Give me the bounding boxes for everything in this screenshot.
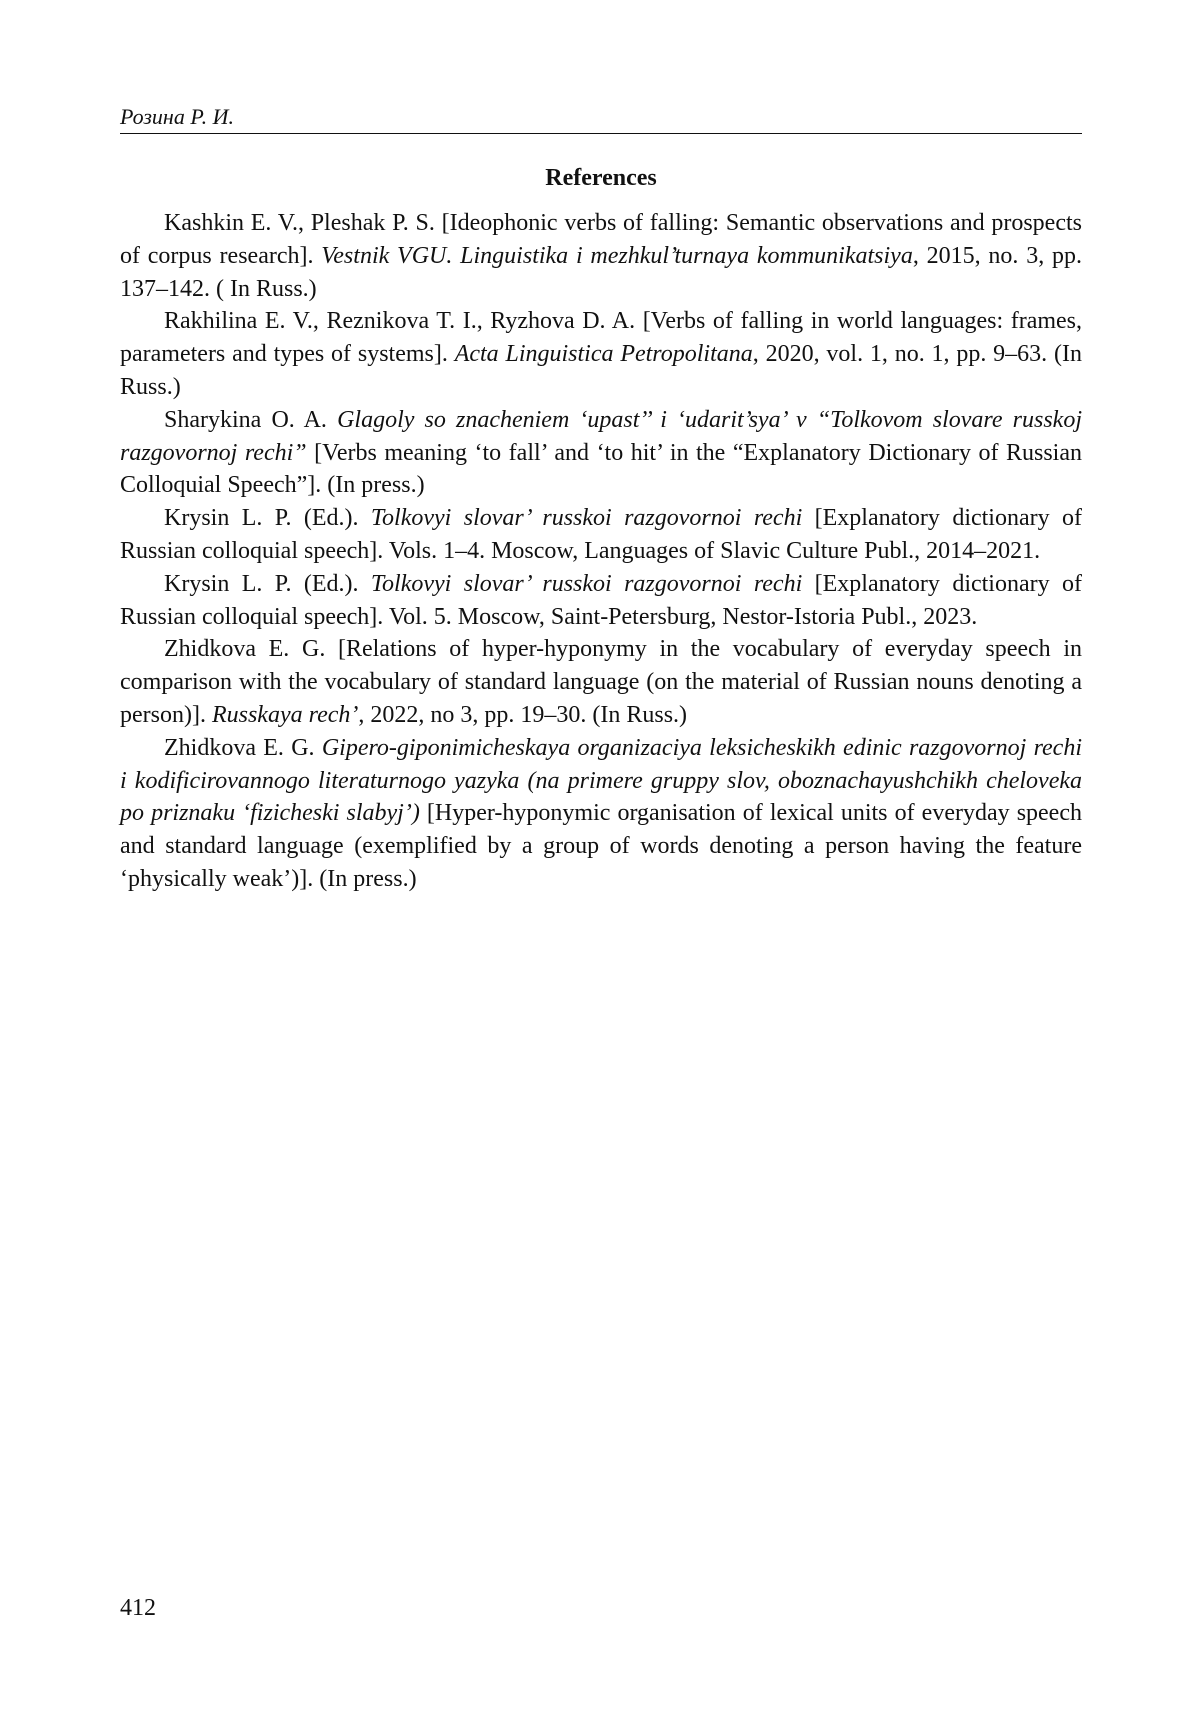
reference-text: Sharykina O. A. (164, 406, 338, 433)
running-header-author: Розина Р. И. (120, 104, 234, 129)
reference-details: , 2020, vol. 1, no. 1, pp. 9–63. (In Russ.) (120, 341, 1082, 400)
reference-entry (120, 404, 1082, 502)
reference-text: Rakhilina E. V., Reznikova T. I., Ryzhova D. A. [Verbs of falling in world languages: frames, parameters and types of systems]. (120, 308, 1082, 368)
reference-text: Zhidkova E. G. [Relations of hyper-hyponymy in the vocabulary of everyday speech in comparison with the vocabulary of standard language (on the material of Russian nouns denoting a person)]. (120, 636, 1082, 728)
reference-details: , 2022, no 3, pp. 19–30. (In Russ.) (358, 701, 688, 728)
reference-entry (120, 732, 1082, 896)
reference-entry (120, 305, 1082, 403)
reference-details: , 2015, no. 3, pp. 137–142. ( In Russ.) (120, 242, 1082, 302)
reference-entry (120, 633, 1082, 731)
reference-source-title: Russkaya rech’ (211, 701, 359, 728)
reference-entry (120, 502, 1082, 568)
reference-details: [Explanatory dictionary of Russian colloquial speech]. Vol. 5. Moscow, Saint-Petersburg, Nestor-Istoria Publ., 2023. (120, 570, 1083, 630)
header-divider (120, 133, 1082, 134)
reference-text: Krysin L. P. (Ed.). (164, 570, 371, 597)
reference-source-title: Vestnik VGU. Linguistika i mezhkul’turnaya kommunikatsiya (321, 242, 913, 269)
references-list (120, 207, 1082, 896)
reference-source-title: Acta Linguistica Petropolitana (454, 341, 753, 368)
reference-source-title: Tolkovyi slovar’ russkoi razgovornoi rechi (370, 505, 803, 532)
reference-details: [Hyper-hyponymic organisation of lexical units of everyday speech and standard language (exemplified by a group of words denoting a person having the feature ‘physically weak’)]. (In press.) (120, 800, 1082, 892)
reference-entry (120, 207, 1082, 305)
reference-text: Krysin L. P. (Ed.). (164, 505, 371, 532)
reference-text: Kashkin E. V., Pleshak P. S. [Ideophonic verbs of falling: Semantic observations and prospects of corpus research]. (120, 210, 1082, 269)
reference-text: Zhidkova E. G. (164, 734, 322, 761)
reference-details: [Explanatory dictionary of Russian colloquial speech]. Vols. 1–4. Moscow, Languages of Slavic Culture Publ., 2014–2021. (120, 505, 1083, 564)
references-heading: References (545, 165, 657, 191)
reference-details: [Verbs meaning ‘to fall’ and ‘to hit’ in the “Explanatory Dictionary of Russian Colloquial Speech”]. (In press.) (120, 439, 1082, 499)
reference-source-title: Tolkovyi slovar’ russkoi razgovornoi rechi (370, 570, 803, 597)
reference-source-title: Glagoly so znacheniem ‘upast’’ i ‘udarit’sya’ v “Tolkovom slovare russkoj razgovornoj rechi” (120, 406, 1082, 466)
reference-entry (120, 568, 1082, 634)
reference-source-title: Gipero-giponimicheskaya organizaciya leksicheskikh edinic razgovornoj rechi i kodificirovannogo literaturnogo yazyka (na primere gruppy slov, oboznachayushchikh cheloveka po priznaku ‘fizicheski slabyj’) (120, 734, 1082, 827)
page-number: 412 (120, 1595, 156, 1621)
